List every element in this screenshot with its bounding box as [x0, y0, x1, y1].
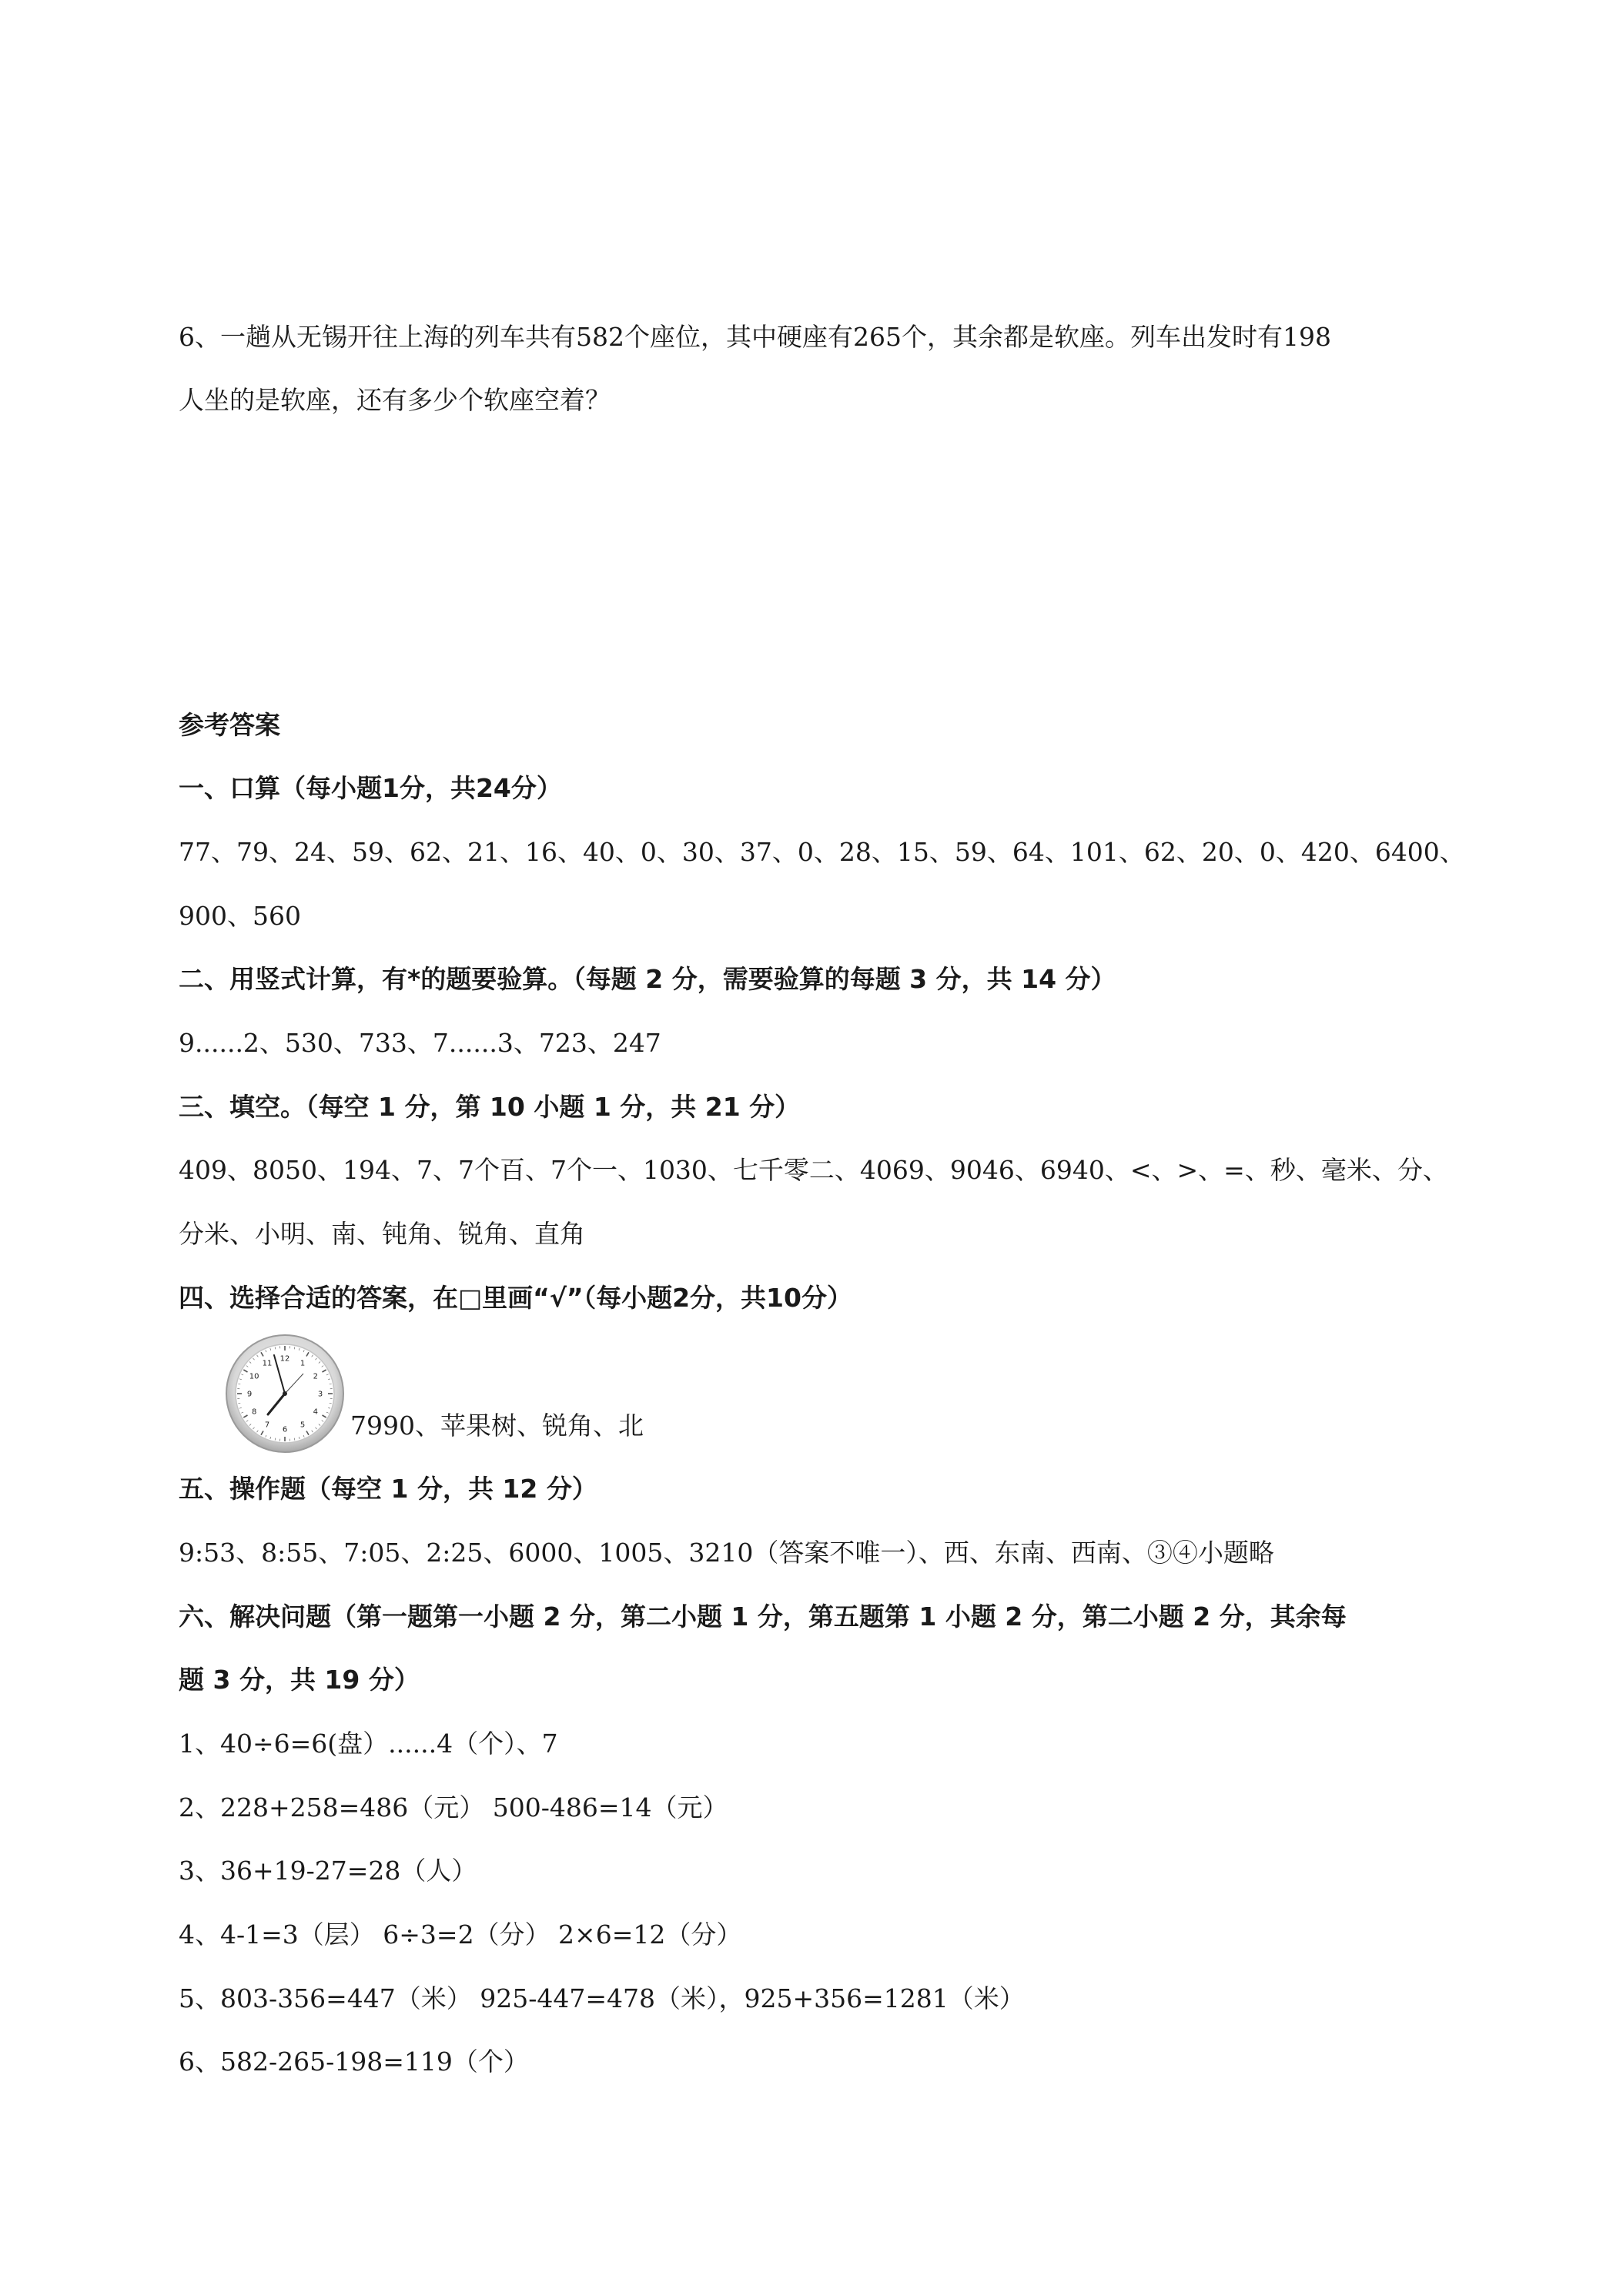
clock-number: 9 — [246, 1390, 253, 1399]
clock-number: 10 — [249, 1372, 259, 1381]
clock-number: 8 — [251, 1407, 257, 1417]
section-5-heading: 五、操作题（每空 1 分，共 12 分） — [179, 1474, 597, 1504]
clock-number: 6 — [282, 1425, 288, 1434]
section-1-answers-line-2: 900、560 — [179, 901, 301, 931]
clock-image — [223, 1332, 346, 1455]
clock-icon — [223, 1332, 346, 1455]
clock-number: 1 — [300, 1359, 306, 1368]
section-6-answer-3: 3、36+19-27=28（人） — [179, 1856, 477, 1886]
clock-number: 7 — [264, 1421, 270, 1430]
clock-number: 2 — [313, 1372, 319, 1381]
clock-center — [283, 1391, 287, 1396]
section-6-answer-2: 2、228+258=486（元） 500-486=14（元） — [179, 1792, 728, 1822]
section-3-answers-line-1: 409、8050、194、7、7个百、7个一、1030、七千零二、4069、9046、6940、<、>、=、秒、毫米、分、 — [179, 1155, 1448, 1185]
section-6-answer-6: 6、582-265-198=119（个） — [179, 2047, 529, 2077]
section-5-answers: 9:53、8:55、7:05、2:25、6000、1005、3210（答案不唯一）、西、东南、西南、③④小题略 — [179, 1538, 1274, 1568]
section-6-answer-5: 5、803-356=447（米） 925-447=478（米），925+356=1281（米） — [179, 1983, 1025, 2013]
clock-number: 12 — [279, 1354, 290, 1364]
clock-number: 11 — [262, 1359, 273, 1368]
question-6-line-2: 人坐的是软座，还有多少个软座空着？ — [179, 385, 611, 415]
section-6-answer-4: 4、4-1=3（层） 6÷3=2（分） 2×6=12（分） — [179, 1919, 742, 1950]
section-4-heading: 四、选择合适的答案，在□里画“√”（每小题2分，共10分） — [179, 1283, 852, 1313]
clock-number: 4 — [313, 1407, 319, 1417]
section-6-answer-1: 1、40÷6=6(盘）......4（个）、7 — [179, 1729, 558, 1759]
section-3-answers-line-2: 分米、小明、南、钝角、锐角、直角 — [179, 1219, 585, 1249]
section-2-heading: 二、用竖式计算，有*的题要验算。（每题 2 分，需要验算的每题 3 分，共 14 分） — [179, 964, 1116, 994]
section-4-answers: 7990、苹果树、锐角、北 — [350, 1411, 644, 1441]
clock-number: 5 — [300, 1421, 306, 1430]
section-6-heading-line-1: 六、解决问题（第一题第一小题 2 分，第二小题 1 分，第五题第 1 小题 2 分，第二小题 2 分，其余每 — [179, 1602, 1347, 1632]
clock-number: 3 — [317, 1390, 323, 1399]
section-1-answers-line-1: 77、79、24、59、62、21、16、40、0、30、37、0、28、15、59、64、101、62、20、0、420、6400、 — [179, 837, 1465, 867]
answers-title: 参考答案 — [179, 710, 280, 740]
section-6-heading-line-2: 题 3 分，共 19 分） — [179, 1665, 420, 1695]
section-1-heading: 一、口算（每小题1分，共24分） — [179, 773, 562, 803]
question-6-line-1: 6、一趟从无锡开往上海的列车共有582个座位，其中硬座有265个，其余都是软座。列车出发时有198 — [179, 322, 1331, 352]
section-2-answers: 9......2、530、733、7......3、723、247 — [179, 1028, 661, 1058]
section-3-heading: 三、填空。（每空 1 分，第 10 小题 1 分，共 21 分） — [179, 1092, 801, 1122]
